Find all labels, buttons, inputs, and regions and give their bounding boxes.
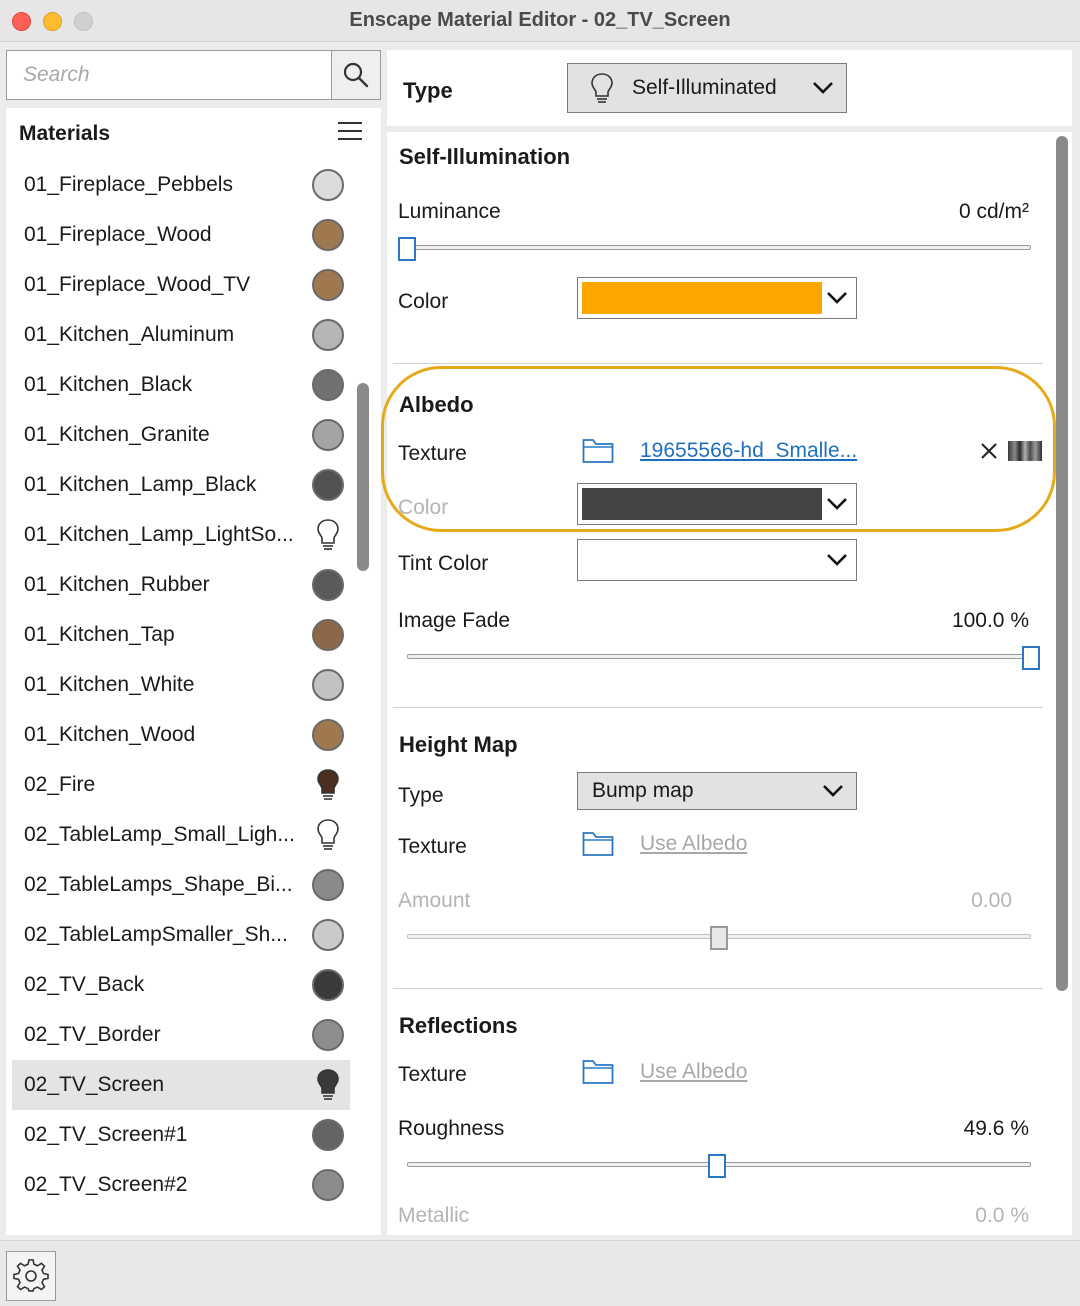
material-list-item[interactable]	[12, 810, 350, 860]
material-swatch-icon	[312, 619, 344, 651]
roughness-slider[interactable]	[407, 1154, 1031, 1176]
materials-list	[12, 160, 350, 1210]
amount-slider[interactable]	[407, 926, 1031, 948]
material-name: 02_TableLamps_Shape_Bi...	[24, 873, 293, 896]
type-label: Type	[403, 78, 453, 103]
material-list-item[interactable]	[12, 610, 350, 660]
material-swatch-icon	[312, 269, 344, 301]
material-list-item[interactable]	[12, 460, 350, 510]
material-list-item[interactable]	[12, 360, 350, 410]
material-swatch-icon	[312, 919, 344, 951]
material-list-item[interactable]	[12, 660, 350, 710]
material-list-item[interactable]	[12, 210, 350, 260]
material-name: 01_Kitchen_Rubber	[24, 573, 210, 596]
material-list-item[interactable]	[12, 860, 350, 910]
texture-thumbnail	[1008, 441, 1042, 461]
material-list-item[interactable]	[12, 310, 350, 360]
material-name: 01_Kitchen_Lamp_Black	[24, 473, 257, 496]
material-list-item[interactable]	[12, 510, 350, 560]
image-fade-value: 100.0 %	[951, 609, 1029, 632]
material-swatch-icon	[312, 369, 344, 401]
roughness-label: Roughness	[398, 1117, 505, 1140]
materials-panel	[6, 108, 381, 1235]
amount-label: Amount	[398, 889, 471, 912]
search-button[interactable]	[331, 50, 381, 100]
material-list-item[interactable]	[12, 760, 350, 810]
folder-icon[interactable]	[582, 829, 614, 857]
materials-header: Materials	[19, 122, 111, 145]
material-swatch-icon	[312, 1119, 344, 1151]
material-list-item[interactable]	[12, 1060, 350, 1110]
material-swatch-icon	[312, 319, 344, 351]
albedo-texture-label: Texture	[398, 442, 467, 465]
albedo-color-picker[interactable]	[577, 483, 857, 525]
close-icon[interactable]	[980, 442, 998, 460]
height-map-use-albedo-link[interactable]: Use Albedo	[640, 832, 748, 855]
chevron-down-icon	[826, 497, 848, 511]
luminance-slider-thumb[interactable]	[398, 237, 416, 261]
material-name: 02_TV_Screen	[24, 1073, 165, 1096]
material-name: 01_Kitchen_Granite	[24, 423, 210, 446]
chevron-down-icon	[826, 291, 848, 305]
height-map-type-label: Type	[398, 784, 444, 807]
chevron-down-icon	[826, 553, 848, 567]
material-swatch-icon	[312, 169, 344, 201]
tint-color-picker[interactable]	[577, 539, 857, 581]
reflections-texture-label: Texture	[398, 1063, 467, 1086]
material-list-item[interactable]	[12, 410, 350, 460]
amount-slider-thumb[interactable]	[710, 926, 728, 950]
divider	[393, 988, 1043, 989]
roughness-slider-thumb[interactable]	[708, 1154, 726, 1178]
albedo-color-label: Color	[398, 496, 449, 519]
search-field-container	[6, 50, 332, 100]
self-illumination-title: Self-Illumination	[399, 144, 571, 169]
material-swatch-icon	[312, 569, 344, 601]
material-swatch-icon	[312, 419, 344, 451]
material-list-item[interactable]	[12, 910, 350, 960]
type-row	[387, 50, 1072, 126]
material-name: 02_Fire	[24, 773, 96, 796]
material-list-item[interactable]	[12, 560, 350, 610]
material-swatch-icon	[312, 1019, 344, 1051]
albedo-texture-link[interactable]: 19655566-hd_Smalle...	[640, 439, 858, 462]
material-swatch-icon	[312, 869, 344, 901]
materials-scrollbar[interactable]	[357, 383, 369, 571]
lightbulb-icon	[312, 517, 344, 553]
folder-icon[interactable]	[582, 436, 614, 464]
gear-icon	[13, 1258, 49, 1294]
luminance-value: 0 cd/m²	[958, 200, 1029, 223]
height-map-type-value: Bump map	[592, 779, 694, 802]
material-name: 01_Kitchen_Lamp_LightSo...	[24, 523, 294, 546]
luminance-slider[interactable]	[407, 237, 1031, 259]
material-name: 02_TV_Border	[24, 1023, 161, 1046]
lightbulb-icon	[586, 70, 618, 106]
material-list-item[interactable]	[12, 160, 350, 210]
metallic-label: Metallic	[398, 1204, 470, 1227]
chevron-down-icon	[812, 81, 834, 95]
material-swatch-icon	[312, 719, 344, 751]
material-swatch-icon	[312, 1169, 344, 1201]
material-name: 01_Kitchen_Wood	[24, 723, 196, 746]
material-name: 01_Fireplace_Pebbels	[24, 173, 233, 196]
luminance-label: Luminance	[398, 200, 501, 223]
lightbulb-icon	[312, 817, 344, 853]
material-swatch-icon	[312, 219, 344, 251]
self-illumination-color-swatch	[582, 282, 822, 314]
material-name: 02_TV_Screen#1	[24, 1123, 188, 1146]
divider	[393, 363, 1043, 364]
tint-color-label: Tint Color	[398, 552, 489, 575]
type-value: Self-Illuminated	[632, 76, 777, 99]
material-name: 02_TableLamp_Small_Ligh...	[24, 823, 295, 846]
material-name: 02_TV_Back	[24, 973, 145, 996]
reflections-use-albedo-link[interactable]: Use Albedo	[640, 1060, 748, 1083]
material-name: 02_TableLampSmaller_Sh...	[24, 923, 288, 946]
window-title: Enscape Material Editor - 02_TV_Screen	[349, 9, 731, 31]
image-fade-label: Image Fade	[398, 609, 511, 632]
search-icon	[342, 61, 370, 89]
material-swatch-icon	[312, 669, 344, 701]
albedo-title: Albedo	[399, 392, 474, 417]
material-name: 02_TV_Screen#2	[24, 1173, 188, 1196]
material-name: 01_Kitchen_White	[24, 673, 195, 696]
image-fade-slider[interactable]	[407, 646, 1031, 668]
material-name: 01_Kitchen_Tap	[24, 623, 175, 646]
search-input[interactable]	[7, 51, 331, 99]
self-illumination-color-picker[interactable]	[577, 277, 857, 319]
material-list-item[interactable]	[12, 260, 350, 310]
folder-icon[interactable]	[582, 1057, 614, 1085]
material-list-item[interactable]	[12, 1110, 350, 1160]
material-list-item[interactable]	[12, 960, 350, 1010]
image-fade-slider-thumb[interactable]	[1022, 646, 1040, 670]
height-map-title: Height Map	[399, 732, 518, 757]
lightbulb-icon	[312, 1067, 344, 1103]
material-name: 01_Kitchen_Black	[24, 373, 193, 396]
roughness-value: 49.6 %	[963, 1117, 1029, 1140]
metallic-value: 0.0 %	[975, 1204, 1029, 1227]
bottom-bar	[0, 1240, 1080, 1306]
type-dropdown[interactable]	[567, 63, 847, 113]
material-name: 01_Fireplace_Wood	[24, 223, 212, 246]
properties-panel	[387, 132, 1052, 1235]
chevron-down-icon	[822, 784, 844, 798]
material-name: 01_Kitchen_Aluminum	[24, 323, 235, 346]
tint-color-swatch	[582, 544, 822, 576]
material-list-item[interactable]	[12, 1010, 350, 1060]
properties-scrollbar[interactable]	[1056, 136, 1068, 991]
height-map-type-dropdown[interactable]	[577, 772, 857, 810]
amount-value: 0.00	[971, 889, 1012, 912]
menu-icon[interactable]	[338, 122, 362, 142]
material-swatch-icon	[312, 469, 344, 501]
material-name: 01_Fireplace_Wood_TV	[24, 273, 251, 296]
material-swatch-icon	[312, 969, 344, 1001]
height-map-texture-label: Texture	[398, 835, 467, 858]
material-list-item[interactable]	[12, 1160, 350, 1210]
settings-button[interactable]	[6, 1251, 56, 1301]
albedo-color-swatch	[582, 488, 822, 520]
self-illumination-color-label: Color	[398, 290, 449, 313]
divider	[393, 707, 1043, 708]
title-bar	[0, 0, 1080, 42]
material-list-item[interactable]	[12, 710, 350, 760]
reflections-title: Reflections	[399, 1013, 518, 1038]
lightbulb-icon	[312, 767, 344, 803]
